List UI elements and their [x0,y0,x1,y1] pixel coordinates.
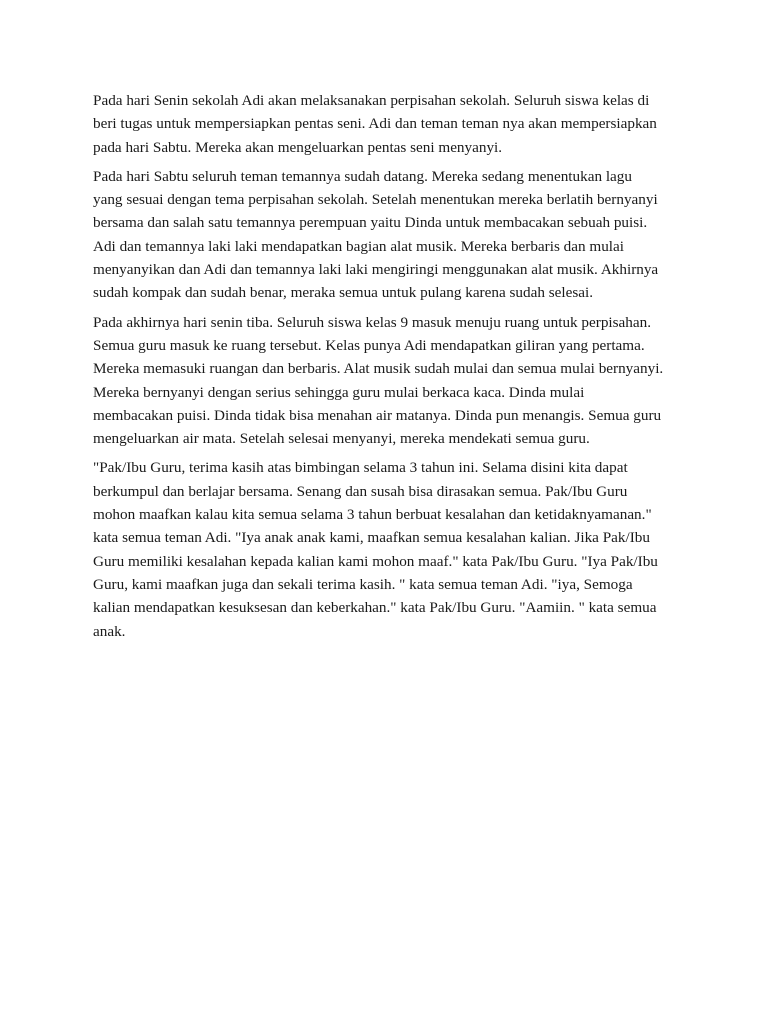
paragraph-3: Pada akhirnya hari senin tiba. Seluruh siswa kelas 9 masuk menuju ruang untuk perpisahan. Semua guru masuk ke ruang tersebut. Kelas punya Adi mendapatkan giliran yang pertama. Mereka memasuki ruangan dan berbaris. Alat musik sudah mulai dan semua mulai bernyanyi. Mereka bernyanyi dengan serius sehingga guru mulai berkaca kaca. Dinda mulai membacakan puisi. Dinda tidak bisa menahan air matanya. Dinda pun menangis. Semua guru mengeluarkan air mata. Setelah selesai menyanyi, mereka mendekati semua guru. [93,313,664,448]
paragraph-1: Pada hari Senin sekolah Adi akan melaksanakan perpisahan sekolah. Seluruh siswa kelas di beri tugas untuk mempersiapkan pentas seni. Adi dan teman teman nya akan mempersiapkan pada hari Sabtu. Mereka akan mengeluarkan pentas seni menyanyi. [93,92,657,156]
paragraph-2: Pada hari Sabtu seluruh teman temannya sudah datang. Mereka sedang menentukan lagu yang sesuai dengan tema perpisahan sekolah. Setelah menentukan mereka berlatih bernyanyi bersama dan salah satu temannya perempuan yaitu Dinda untuk membacakan sebuah puisi. Adi dan temannya laki laki mendapatkan bagian alat musik. Mereka berbaris dan mulai menyanyikan dan Adi dan temannya laki laki mengiringi menggunakan alat musik. Akhirnya sudah kompak dan sudah benar, meraka semua untuk pulang karena sudah selesai. [93,167,659,302]
paragraph-4: "Pak/Ibu Guru, terima kasih atas bimbingan selama 3 tahun ini. Selama disini kita dapat berkumpul dan berlajar bersama. Senang dan susah bisa dirasakan semua. Pak/Ibu Guru mohon maafkan kalau kita semua selama 3 tahun berbuat kesalahan dan ketidaknyamanan." kata semua teman Adi. "Iya anak anak kami, maafkan semua kesalahan kalian. Jika Pak/Ibu Guru memiliki kesalahan kepada kalian kami mohon maaf." kata Pak/Ibu Guru. "Iya Pak/Ibu Guru, kami maafkan juga dan sekali terima kasih. " kata semua teman Adi. "iya, Semoga kalian mendapatkan kesuksesan dan keberkahan." kata Pak/Ibu Guru. "Aamiin. " kata semua anak. [93,459,658,640]
document-body [93,89,683,649]
